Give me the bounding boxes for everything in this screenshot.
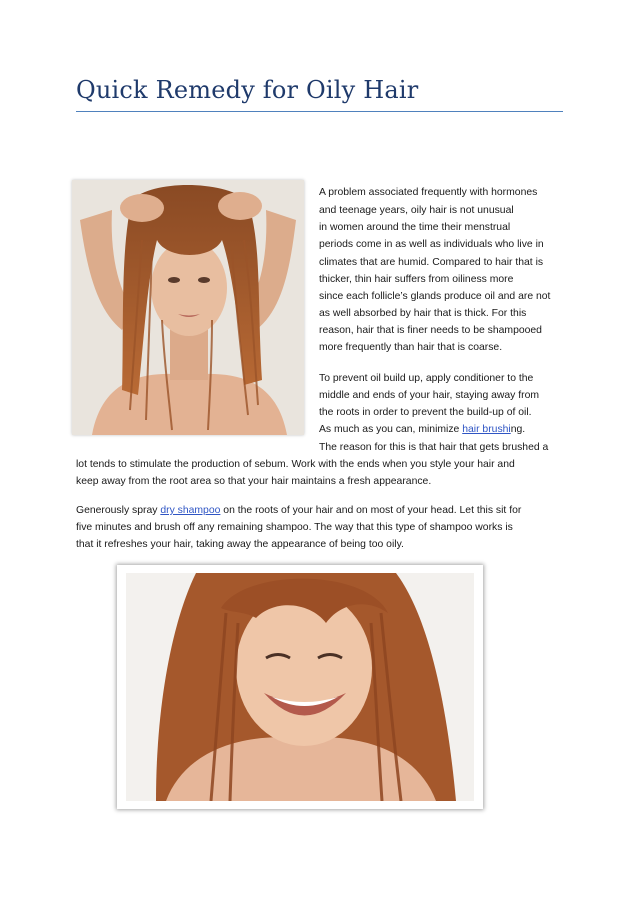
p2-line-1: To prevent oil build up, apply conditioner to the [319, 373, 534, 384]
intro-line-2: and teenage years, oily hair is not unusual [319, 205, 514, 216]
smiling-girl-photo-frame [117, 565, 483, 809]
p2-full-line-1: lot tends to stimulate the production of sebum. Work with the ends when you style your hair and [76, 459, 515, 470]
p2-full-line-2: keep away from the root area so that your hair maintains a fresh appearance. [76, 476, 432, 487]
p3-line-3: that it refreshes your hair, taking away the appearance of being too oily. [76, 539, 404, 550]
intro-line-6: thicker, thin hair suffers from oiliness more [319, 274, 514, 285]
p2-line-2: middle and ends of your hair, staying away from [319, 390, 540, 401]
oily-hair-woman-photo [72, 180, 304, 435]
p3-line-2: five minutes and brush off any remaining shampoo. The way that this type of shampoo works is [76, 522, 513, 533]
p2-line-4-start: As much as you can, minimize [319, 424, 463, 435]
hair-brushing-link[interactable]: hair brushi [462, 424, 511, 435]
p3-line-1-end: on the roots of your hair and on most of your head. Let this sit for [220, 505, 522, 516]
intro-line-7: since each follicle’s glands produce oil and are not [319, 291, 551, 302]
intro-line-9: reason, hair that is finer needs to be shampooed [319, 325, 542, 336]
intro-line-3: in women around the time their menstrual [319, 222, 511, 233]
intro-line-1: A problem associated frequently with hormones [319, 187, 538, 198]
p2-line-4 [319, 423, 525, 436]
intro-line-10: more frequently than hair that is coarse. [319, 342, 503, 353]
smiling-girl-photo [126, 573, 474, 801]
intro-line-5: climates that are humid. Compared to hair that is [319, 257, 544, 268]
p2-line-4-end: ng. [510, 424, 526, 435]
p2-line-3: the roots in order to prevent the build-up of oil. [319, 407, 532, 418]
dry-shampoo-link[interactable]: dry shampoo [160, 505, 221, 516]
page-title: Quick Remedy for Oily Hair [76, 76, 419, 104]
title-underline [76, 111, 563, 112]
intro-line-8: as well absorbed by hair that is thick. For this [319, 308, 527, 319]
intro-line-4: periods come in as well as individuals who live in [319, 239, 544, 250]
p3-line-1 [76, 504, 521, 517]
p2-line-5: The reason for this is that hair that gets brushed a [319, 442, 549, 453]
p3-line-1-start: Generously spray [76, 505, 161, 516]
